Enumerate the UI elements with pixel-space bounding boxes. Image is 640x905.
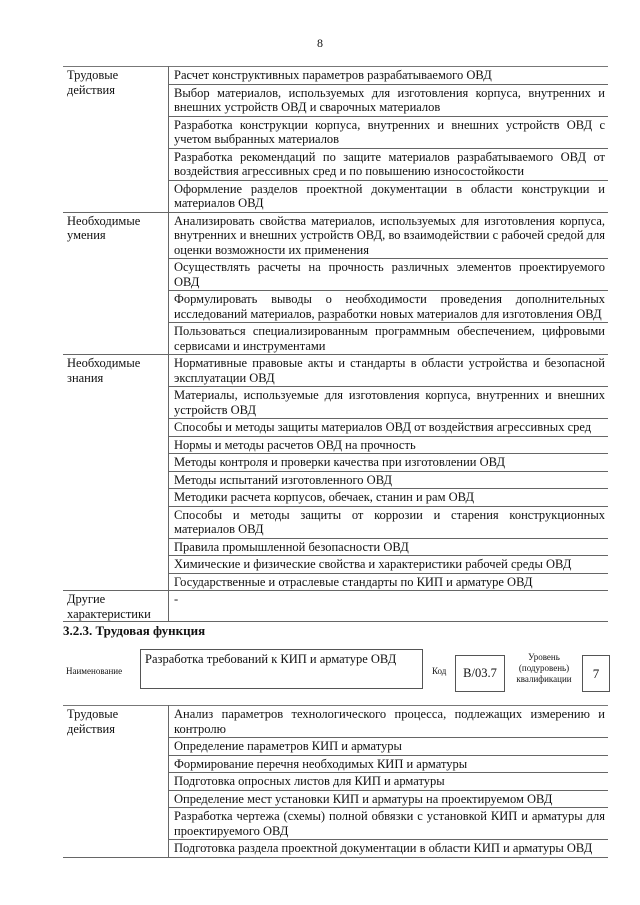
table-cell: Подготовка раздела проектной документации в области КИП и арматуры ОВД (169, 840, 609, 858)
name-label: Наименование (66, 666, 123, 676)
table-row (63, 706, 608, 738)
table-row (63, 67, 608, 85)
row-group-label: Необходимые умения (63, 212, 169, 355)
code-value-box: B/03.7 (455, 655, 505, 692)
labor-function-table-2 (63, 705, 608, 858)
code-label: Код (432, 666, 447, 676)
table-cell: Подготовка опросных листов для КИП и арматуры (169, 773, 609, 791)
table-row (63, 591, 608, 622)
table-cell: Государственные и отраслевые стандарты по КИП и арматуре ОВД (169, 573, 609, 591)
table-cell: Методики расчета корпусов, обечаек, станин и рам ОВД (169, 489, 609, 507)
table-cell: Анализировать свойства материалов, используемых для изготовления корпуса, внутренних и внешних устройств ОВД, во взаимодействии с рабочей средой для оценки возможности их применения (169, 212, 609, 259)
table-cell: Материалы, используемые для изготовления корпуса, внутренних и внешних устройств ОВД (169, 387, 609, 419)
labor-function-table-1 (63, 66, 608, 622)
table-cell: Оформление разделов проектной документации в области конструкции и материалов ОВД (169, 180, 609, 212)
table-cell: Анализ параметров технологического процесса, подлежащих измерению и контролю (169, 706, 609, 738)
row-group-label: Другие характеристики (63, 591, 169, 622)
table-cell: Разработка конструкции корпуса, внутренних и внешних устройств ОВД с учетом выбранных материалов (169, 116, 609, 148)
page-number: 8 (317, 36, 323, 50)
table-cell: Выбор материалов, используемых для изготовления корпуса, внутренних и внешних устройств ОВД и сварочных материалов (169, 84, 609, 116)
row-group-label: Необходимые знания (63, 355, 169, 591)
table-cell: Методы контроля и проверки качества при изготовлении ОВД (169, 454, 609, 472)
table-cell: Расчет конструктивных параметров разрабатываемого ОВД (169, 67, 609, 85)
table-cell: - (169, 591, 609, 622)
table-cell: Химические и физические свойства и характеристики рабочей среды ОВД (169, 556, 609, 574)
table-cell: Формирование перечня необходимых КИП и арматуры (169, 755, 609, 773)
level-value-box: 7 (582, 655, 610, 692)
table-cell: Правила промышленной безопасности ОВД (169, 538, 609, 556)
table-cell: Пользоваться специализированным программным обеспечением, цифровыми сервисами и инструментами (169, 323, 609, 355)
table-cell: Разработка рекомендаций по защите материалов разрабатываемого ОВД от воздействия агрессивных сред и по повышению износостойкости (169, 148, 609, 180)
table-cell: Нормы и методы расчетов ОВД на прочность (169, 436, 609, 454)
section-title: 3.2.3. Трудовая функция (63, 623, 206, 638)
table-cell: Осуществлять расчеты на прочность различных элементов проектируемого ОВД (169, 259, 609, 291)
table-cell: Определение мест установки КИП и арматуры на проектируемом ОВД (169, 790, 609, 808)
level-label: Уровень (подуровень) квалификации (516, 652, 572, 684)
row-group-label: Трудовые действия (63, 706, 169, 858)
table-cell: Нормативные правовые акты и стандарты в области устройства и безопасной эксплуатации ОВД (169, 355, 609, 387)
table-row (63, 212, 608, 259)
table-cell: Способы и методы защиты материалов ОВД от воздействия агрессивных сред (169, 419, 609, 437)
row-group-label: Трудовые действия (63, 67, 169, 213)
table-cell: Формулировать выводы о необходимости проведения дополнительных исследований материалов, разработки новых материалов для изготовления ОВД (169, 291, 609, 323)
table-cell: Разработка чертежа (схемы) полной обвязки с установкой КИП и арматуры для проектируемого ОВД (169, 808, 609, 840)
table-row (63, 355, 608, 387)
table-cell: Методы испытаний изготовленного ОВД (169, 471, 609, 489)
function-header-row (63, 649, 608, 694)
name-value-box: Разработка требований к КИП и арматуре ОВД (140, 649, 423, 689)
table-cell: Определение параметров КИП и арматуры (169, 738, 609, 756)
table-cell: Способы и методы защиты от коррозии и старения конструкционных материалов ОВД (169, 506, 609, 538)
